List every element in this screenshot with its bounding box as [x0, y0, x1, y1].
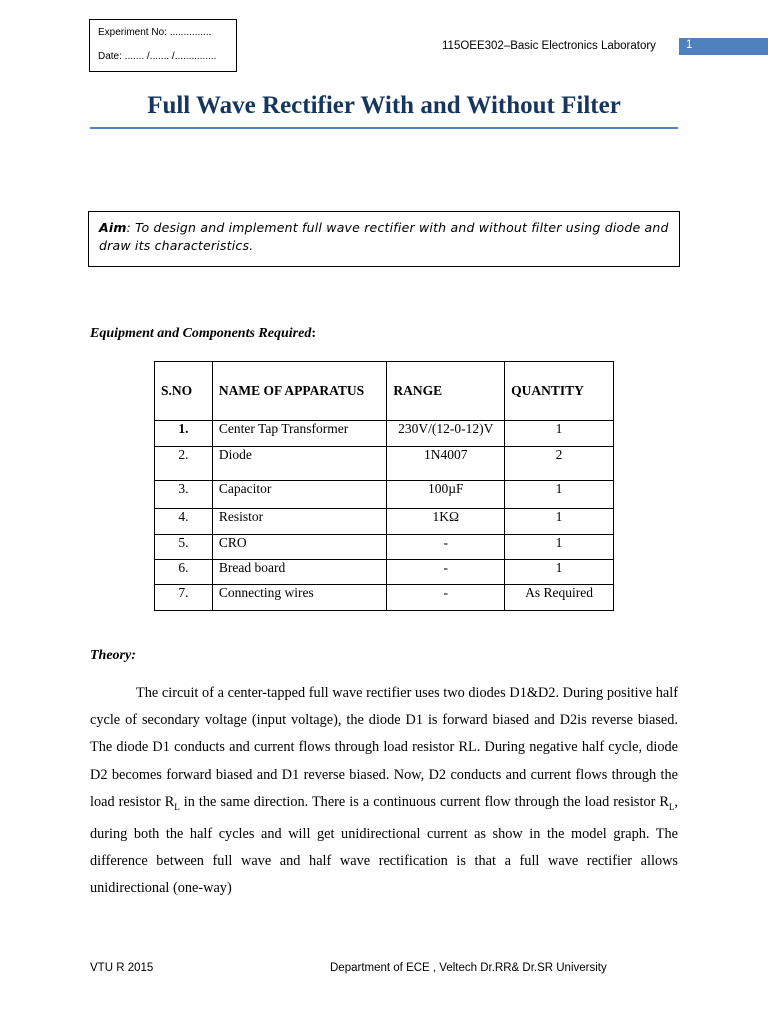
- equipment-heading: [90, 326, 316, 342]
- range-cell: 1N4007: [387, 447, 505, 481]
- page-number-badge: [679, 38, 768, 55]
- column-header: RANGE: [387, 362, 505, 421]
- apparatus-cell: Diode: [212, 447, 387, 481]
- footer-right: Department of ECE , Veltech Dr.RR& Dr.SR University: [330, 962, 607, 974]
- column-header: QUANTITY: [505, 362, 614, 421]
- sno-cell: 3.: [155, 481, 213, 509]
- table-row: [155, 585, 614, 611]
- rl-main: R: [164, 793, 175, 810]
- quantity-cell: 2: [505, 447, 614, 481]
- range-cell: -: [387, 535, 505, 560]
- table-row: [155, 560, 614, 585]
- range-cell: 100µF: [387, 481, 505, 509]
- page-title: Full Wave Rectifier With and Without Filter: [147, 92, 621, 119]
- theory-heading: Theory:: [90, 648, 136, 663]
- date-label: Date: ....... /....... /...............: [98, 51, 217, 62]
- equipment-heading-text: Equipment and Components Required: [90, 326, 312, 341]
- rl-symbol: [165, 794, 180, 810]
- table-row: [155, 509, 614, 535]
- table-header-row: [155, 362, 614, 421]
- table-row: [155, 535, 614, 560]
- theory-body: [90, 680, 678, 902]
- quantity-cell: 1: [505, 535, 614, 560]
- sno-cell: 7.: [155, 585, 213, 611]
- apparatus-cell: CRO: [212, 535, 387, 560]
- column-header: NAME OF APPARATUS: [212, 362, 387, 421]
- range-cell: -: [387, 560, 505, 585]
- aim-text: : To design and implement full wave rectifier with and without filter using diode and draw its characteristics.: [99, 220, 669, 253]
- sno-cell: 2.: [155, 447, 213, 481]
- rl-subscript: L: [174, 801, 180, 812]
- quantity-cell: 1: [505, 481, 614, 509]
- table-row: [155, 447, 614, 481]
- quantity-cell: 1: [505, 421, 614, 447]
- apparatus-cell: Bread board: [212, 560, 387, 585]
- quantity-cell: As Required: [505, 585, 614, 611]
- range-cell: 1KΩ: [387, 509, 505, 535]
- aim-label: Aim: [99, 220, 127, 235]
- sno-cell: 6.: [155, 560, 213, 585]
- apparatus-cell: Connecting wires: [212, 585, 387, 611]
- range-cell: 230V/(12-0-12)V: [387, 421, 505, 447]
- rl-subscript: L: [668, 801, 675, 812]
- equipment-heading-colon: :: [311, 326, 316, 341]
- table-row: [155, 481, 614, 509]
- theory-text: The circuit of a center-tapped full wave rectifier uses two diodes D1&D2. During positive half cycle of secondary voltage (input voltage), the diode D1 is forward biased and D2is reverse biased. The diode D1 conducts and current flows through load resistor RL. During negative half cycle, diode D2 becomes forward biased and D1 reverse biased. Now, D2 conducts and current flows through the load resistor: [90, 685, 678, 810]
- theory-text: , during both the half cycles and will get unidirectional current as show in the model graph. The difference between full wave and half wave rectification is that a full wave rectifier allows unidirectional (one-way): [90, 793, 678, 897]
- quantity-cell: 1: [505, 560, 614, 585]
- range-cell: -: [387, 585, 505, 611]
- theory-paragraph: [90, 680, 678, 902]
- footer-left: VTU R 2015: [90, 962, 154, 974]
- sno-cell: 5.: [155, 535, 213, 560]
- rl-symbol: [659, 794, 674, 810]
- title-underline: [90, 127, 678, 129]
- page-number: 1: [686, 39, 693, 51]
- quantity-cell: 1: [505, 509, 614, 535]
- apparatus-cell: Capacitor: [212, 481, 387, 509]
- course-title: 115OEE302–Basic Electronics Laboratory: [442, 40, 656, 52]
- equipment-table: [154, 361, 614, 611]
- experiment-number-label: Experiment No: ...............: [98, 27, 212, 38]
- rl-main: R: [659, 793, 669, 810]
- apparatus-cell: Center Tap Transformer: [212, 421, 387, 447]
- theory-text: in the same direction. There is a continuous current flow through the load resistor: [179, 793, 660, 810]
- experiment-info-box: [89, 19, 237, 72]
- aim-box: [88, 211, 680, 267]
- apparatus-cell: Resistor: [212, 509, 387, 535]
- sno-cell: 1.: [155, 421, 213, 447]
- sno-cell: 4.: [155, 509, 213, 535]
- table-row: [155, 421, 614, 447]
- column-header: S.NO: [155, 362, 213, 421]
